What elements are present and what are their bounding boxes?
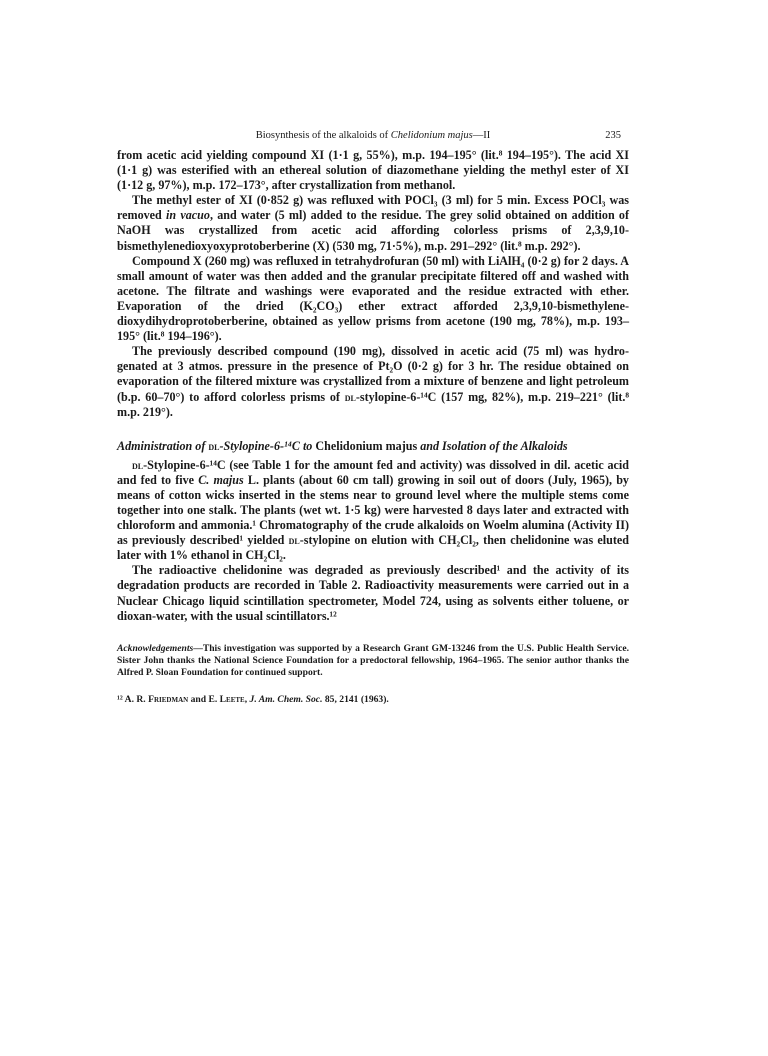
reference-12: ¹² A. R. Friedman and E. Leete, J. Am. Chem. Soc. 85, 2141 (1963). — [117, 693, 389, 705]
page-number: 235 — [605, 130, 621, 141]
paragraph-compound-x: Compound X (260 mg) was refluxed in tetrahydrofuran (50 ml) with LiAlH₄ (0·2 g) for 2 days. A small amount of water was then added and the granular precipitate filtered off and washed with acetone. The filtrate and washings were evaporated and the residue extracted with ether. Evaporation of the dried (K₂CO₃) ether extract afforded 2,3,9,10-bismethylene-dioxydihydroprotoberberine, obtained as yellow prisms from acetone (190 mg, 78%), m.p. 193–195° (lit.⁸ 194–196°). — [117, 253, 629, 344]
paragraph-hydrogenation: The previously described compound (190 mg), dissolved in acetic acid (75 ml) was hydro-genated at 3 atmos. pressure in the presence of Pt₂O (0·2 g) for 3 hr. The residue obtained on evaporation of the filtered mixture was crystallized from a mixture of benzene and light petroleum (b.p. 60–70°) to afford colorless prisms of dl-stylopine-6-¹⁴C (157 mg, 82%), m.p. 219–221° (lit.⁸ m.p. 219°). — [117, 344, 629, 419]
acknowledgements: Acknowledgements—This investigation was supported by a Research Grant GM-13246 from the U.S. Public Health Service. Sister John thanks the National Science Foundation for a predoctoral fellowship, 1964–1965. The senior author thanks the Alfred P. Sloan Foundation for continued support. — [117, 642, 629, 678]
section-heading: Administration of dl-Stylopine-6-¹⁴C to Chelidonium majus and Isolation of the Alkaloids — [117, 438, 568, 453]
journal-page — [117, 130, 629, 706]
paragraph-feeding: dl-Stylopine-6-¹⁴C (see Table 1 for the amount fed and activity) was dissolved in dil. acetic acid and fed to five C. majus L. plants (about 60 cm tall) growing in soil out of doors (July, 1965), by means of cotton wicks inserted in the stems near to ground level where the multiple stems come together into one stalk. The plants (wet wt. 1·5 kg) were harvested 8 days later and extracted with chloroform and ammonia.¹ Chromatography of the crude alkaloids on Woelm alumina (Activity II) as previously described¹ yielded dl-stylopine on elution with CH₂Cl₂, then chelidonine was eluted later with 1% ethanol in CH₂Cl₂. — [117, 457, 629, 563]
running-head — [117, 130, 629, 148]
running-head-title: Biosynthesis of the alkaloids of Chelidonium majus—II — [255, 130, 491, 141]
paragraph-continued: from acetic acid yielding compound XI (1·1 g, 55%), m.p. 194–195° (lit.⁸ 194–195°). The acid XI (1·1 g) was esterified with an ethereal solution of diazomethane yielding the methyl ester of XI (1·12 g, 97%), m.p. 172–173°, after crystallization from methanol. — [117, 148, 629, 193]
paragraph-degradation: The radioactive chelidonine was degraded as previously described¹ and the activity of its degradation products are recorded in Table 2. Radioactivity measurements were carried out in a Nuclear Chicago liquid scintillation spectrometer, Model 724, using as solvents either toluene, or dioxan-water, with the usual scintillators.¹² — [117, 563, 629, 623]
paragraph-methyl-ester: The methyl ester of XI (0·852 g) was refluxed with POCl₃ (3 ml) for 5 min. Excess POCl₃ was removed in vacuo, and water (5 ml) added to the residue. The grey solid obtained on addition of NaOH was crystallized from acetic acid affording colorless prisms of 2,3,9,10-bismethylenedioxyoxyprotoberberine (X) (530 mg, 71·5%), m.p. 291–292° (lit.⁸ m.p. 292°). — [117, 193, 630, 253]
